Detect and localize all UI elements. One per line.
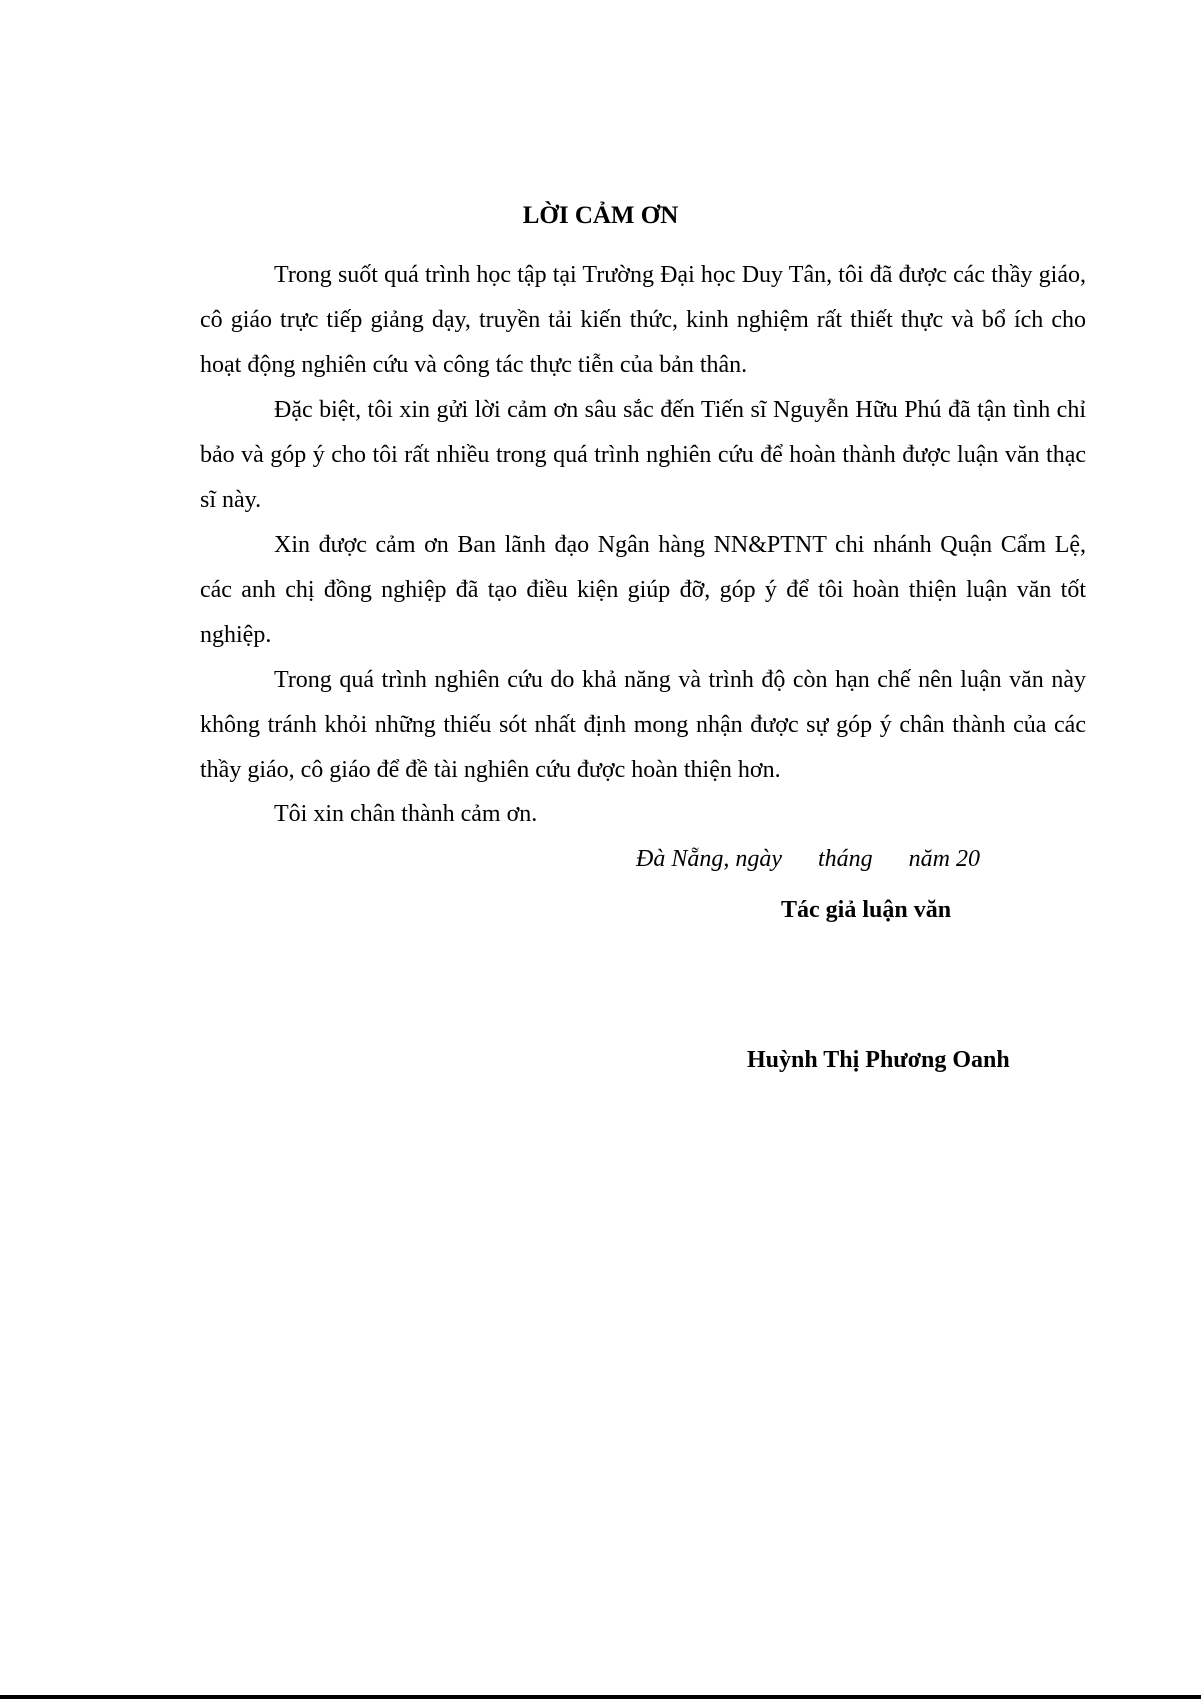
closing-line: Tôi xin chân thành cảm ơn. [274,801,538,827]
paragraph-3: Xin được cảm ơn Ban lãnh đạo Ngân hàng NN&PTNT chi nhánh Quận Cẩm Lệ, các anh chị đồng nghiệp đã tạo điều kiện giúp đỡ, góp ý để tôi hoàn thiện luận văn tốt nghiệp. [200,532,1086,648]
author-name: Huỳnh Thị Phương Oanh [747,1047,1010,1073]
page-title: LỜI CẢM ƠN [522,202,679,229]
paragraph-2: Đặc biệt, tôi xin gửi lời cảm ơn sâu sắc đến Tiến sĩ Nguyễn Hữu Phú đã tận tình chỉ bảo và góp ý cho tôi rất nhiều trong quá trình nghiên cứu để hoàn thành được luận văn thạc sĩ này. [200,397,1086,513]
acknowledgement-body [200,253,1086,793]
place-date-line: Đà Nẵng, ngày tháng năm 20 [636,846,980,872]
paragraph-4: Trong quá trình nghiên cứu do khả năng và trình độ còn hạn chế nên luận văn này không tránh khỏi những thiếu sót nhất định mong nhận được sự góp ý chân thành của các thầy giáo, cô giáo để đề tài nghiên cứu được hoàn thiện hơn. [200,667,1086,783]
author-label: Tác giả luận văn [781,897,952,923]
page-bottom-border [0,1695,1201,1699]
paragraph-1: Trong suốt quá trình học tập tại Trường Đại học Duy Tân, tôi đã được các thầy giáo, cô giáo trực tiếp giảng dạy, truyền tải kiến thức, kinh nghiệm rất thiết thực và bổ ích cho hoạt động nghiên cứu và công tác thực tiễn của bản thân. [200,262,1086,378]
